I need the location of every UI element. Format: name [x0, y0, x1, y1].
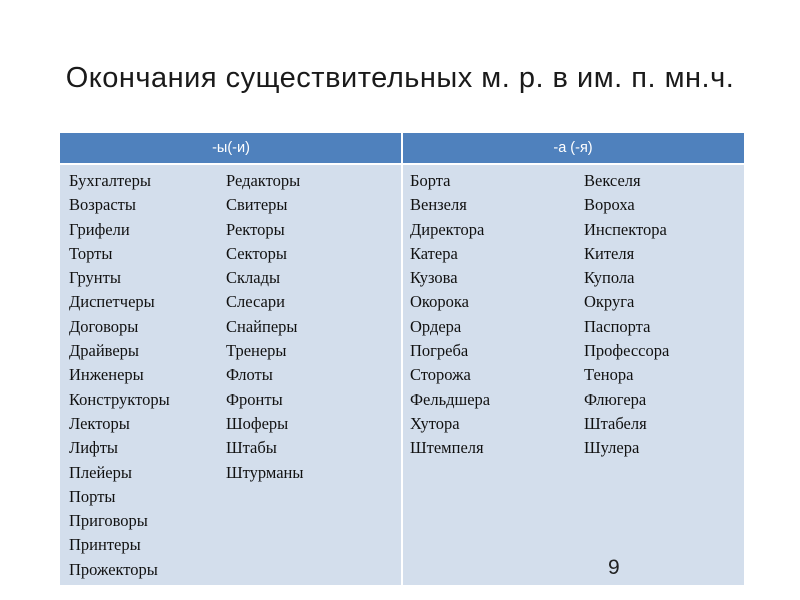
word-item: Фельдшера — [410, 389, 491, 409]
word-item: Борта — [410, 171, 451, 190]
word-item: Ордера — [410, 316, 462, 336]
word-item: Купола — [584, 268, 635, 288]
word-item: Флоты — [226, 365, 273, 385]
word-item: Штабеля — [584, 413, 647, 433]
word-item: Хутора — [410, 413, 460, 433]
word-item: Окорока — [410, 292, 469, 312]
word-item: Лекторы — [69, 413, 130, 433]
word-item: Лифты — [69, 438, 119, 458]
word-item: Грифели — [69, 219, 130, 239]
word-item: Вороха — [584, 195, 635, 215]
word-item: Слесари — [226, 292, 285, 312]
word-item: Инспектора — [584, 219, 667, 239]
word-item: Возрасты — [69, 195, 136, 215]
word-item: Прожекторы — [69, 559, 158, 579]
slide-title: Окончания существительных м. р. в им. п. мн.ч. — [65, 62, 735, 94]
word-item: Кузова — [410, 268, 458, 288]
word-item: Диспетчеры — [69, 292, 155, 312]
word-item: Штурманы — [226, 462, 304, 482]
word-item: Торты — [69, 243, 113, 263]
word-item: Плейеры — [69, 462, 132, 482]
word-item: Грунты — [69, 268, 121, 288]
word-item: Профессора — [584, 341, 670, 361]
word-item: Секторы — [226, 243, 287, 263]
word-item: Директора — [410, 219, 485, 239]
word-item: Инженеры — [69, 365, 144, 385]
words-column-2 — [226, 169, 303, 485]
word-item: Редакторы — [226, 171, 301, 190]
word-item: Фронты — [226, 389, 283, 409]
word-item: Катера — [410, 243, 458, 263]
word-item: Шоферы — [226, 413, 289, 433]
word-item: Паспорта — [584, 316, 651, 336]
words-column-3 — [410, 169, 490, 461]
word-item: Флюгера — [584, 389, 647, 409]
word-item: Приговоры — [69, 511, 148, 531]
word-item: Свитеры — [226, 195, 288, 215]
word-item: Драйверы — [69, 341, 140, 361]
word-item: Ректоры — [226, 219, 285, 239]
word-item: Принтеры — [69, 535, 141, 555]
words-column-4 — [584, 169, 669, 461]
word-item: Штемпеля — [410, 438, 484, 458]
header-a-ya: -а (-я) — [553, 140, 593, 156]
word-item: Шулера — [584, 438, 640, 458]
endings-table — [60, 133, 744, 585]
word-item: Векселя — [584, 171, 641, 190]
word-item: Снайперы — [226, 316, 298, 336]
word-item: Сторожа — [410, 365, 471, 385]
word-item: Округа — [584, 292, 635, 312]
column-divider — [401, 133, 403, 585]
word-item: Тренеры — [226, 341, 287, 361]
header-y-i: -ы(-и) — [212, 140, 250, 156]
word-item: Порты — [69, 486, 116, 506]
page-number: 9 — [608, 556, 620, 579]
word-item: Погреба — [410, 341, 469, 361]
word-item: Договоры — [69, 316, 139, 336]
words-column-1 — [69, 169, 170, 582]
word-item: Кителя — [584, 243, 635, 263]
word-item: Штабы — [226, 438, 277, 458]
word-item: Бухгалтеры — [69, 171, 151, 190]
word-item: Склады — [226, 268, 281, 288]
word-item: Конструкторы — [69, 389, 170, 409]
word-item: Тенора — [584, 365, 634, 385]
word-item: Вензеля — [410, 195, 467, 215]
